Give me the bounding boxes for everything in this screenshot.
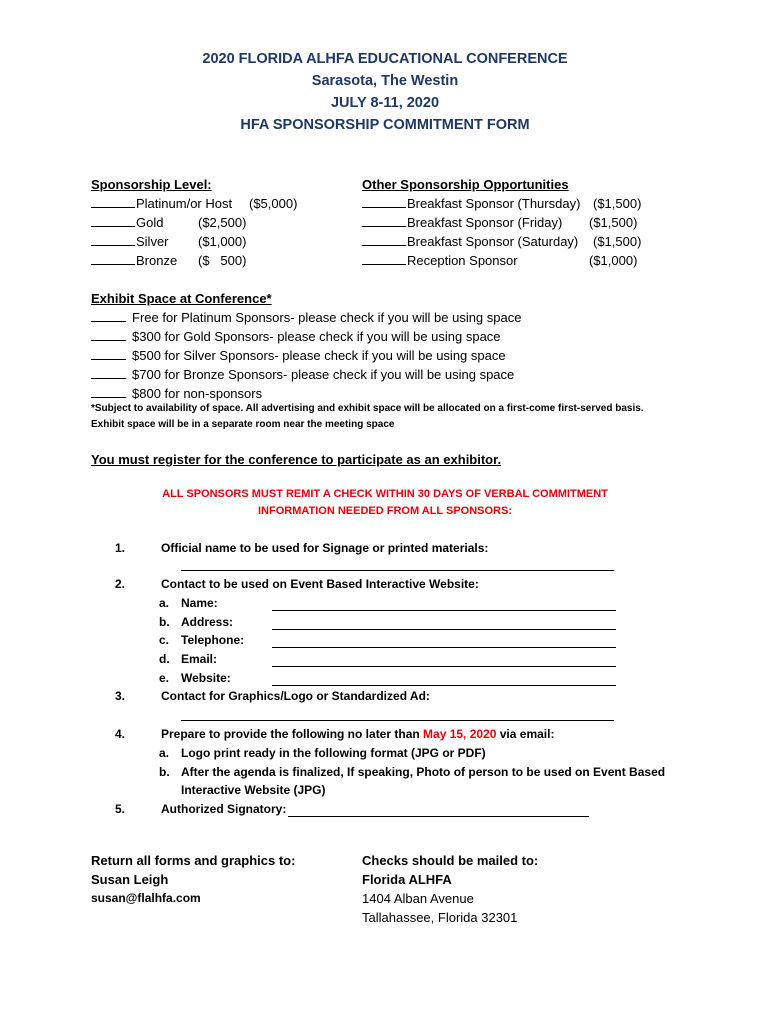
item-number: 1. (115, 541, 126, 555)
address-label: Address: (181, 615, 234, 629)
exhibit-option-non-sponsor[interactable]: $800 for non-sponsors (91, 384, 521, 403)
other-option-breakfast-friday[interactable]: Breakfast Sponsor (Friday) ($1,500) (362, 213, 580, 232)
email-field[interactable] (272, 666, 616, 667)
contact-website-label: Contact to be used on Event Based Interactive Website: (161, 577, 479, 591)
exhibit-option-bronze[interactable]: $700 for Bronze Sponsors- please check if you will be using space (91, 365, 521, 384)
telephone-label: Telephone: (181, 633, 245, 647)
sub-letter: a. (159, 596, 170, 610)
other-sponsorship-heading: Other Sponsorship Opportunities (362, 177, 569, 192)
checkbox-line[interactable] (362, 252, 406, 265)
sub-letter: b. (159, 615, 170, 629)
checkbox-line[interactable] (91, 366, 126, 379)
sub-letter: a. (159, 746, 170, 760)
item-number: 2. (115, 577, 126, 591)
return-heading: Return all forms and graphics to: (91, 853, 296, 868)
other-option-breakfast-thursday[interactable]: Breakfast Sponsor (Thursday) ($1,500) (362, 194, 580, 213)
sponsorship-level-section (91, 175, 298, 270)
website-label: Website: (181, 671, 231, 685)
conference-venue: Sarasota, The Westin (311, 73, 459, 89)
graphics-contact-label: Contact for Graphics/Logo or Standardized Ad: (161, 689, 430, 703)
return-email[interactable]: susan@flalhfa.com (91, 891, 201, 905)
authorized-signatory-label: Authorized Signatory: (161, 802, 287, 816)
checkbox-line[interactable] (91, 214, 135, 227)
checks-org: Florida ALHFA (362, 872, 452, 887)
other-sponsorship-section (362, 175, 642, 270)
exhibit-note-room: Exhibit space will be in a separate room near the meeting space (91, 419, 395, 430)
remit-notice: ALL SPONSORS MUST REMIT A CHECK WITHIN 30 DAYS OF VERBAL COMMITMENT (162, 488, 608, 500)
exhibit-section (91, 289, 521, 403)
speaker-photo-requirement-cont: Interactive Website (JPG) (181, 783, 326, 797)
deadline-date: May 15, 2020 (423, 727, 497, 741)
exhibit-option-platinum[interactable]: Free for Platinum Sponsors- please check if you will be using space (91, 308, 521, 327)
sub-letter: b. (159, 765, 170, 779)
checkbox-line[interactable] (362, 195, 406, 208)
prepare-instructions: Prepare to provide the following no later than May 15, 2020 via email: (161, 727, 555, 741)
graphics-contact-field[interactable] (181, 720, 614, 721)
sponsorship-option-silver[interactable]: Silver ($1,000) (91, 232, 232, 251)
register-notice: You must register for the conference to participate as an exhibitor. (91, 452, 502, 467)
form-title: HFA SPONSORSHIP COMMITMENT FORM (240, 117, 530, 133)
form-header (0, 48, 770, 136)
checkbox-line[interactable] (91, 385, 126, 398)
other-option-breakfast-saturday[interactable]: Breakfast Sponsor (Saturday) ($1,500) (362, 232, 580, 251)
checkbox-line[interactable] (91, 328, 126, 341)
checkbox-line[interactable] (91, 309, 126, 322)
speaker-photo-requirement: After the agenda is finalized, If speaking, Photo of person to be used on Event Based (181, 765, 666, 779)
checkbox-line[interactable] (91, 347, 126, 360)
sponsorship-option-platinum[interactable]: Platinum/or Host ($5,000) (91, 194, 232, 213)
checks-heading: Checks should be mailed to: (362, 853, 539, 868)
name-field[interactable] (272, 610, 616, 611)
checkbox-line[interactable] (91, 195, 135, 208)
checkbox-line[interactable] (91, 252, 135, 265)
address-field[interactable] (272, 629, 616, 630)
item-number: 4. (115, 727, 126, 741)
checkbox-line[interactable] (91, 233, 135, 246)
authorized-signatory-field[interactable] (288, 816, 589, 817)
telephone-field[interactable] (272, 647, 616, 648)
name-label: Name: (181, 596, 218, 610)
exhibit-option-gold[interactable]: $300 for Gold Sponsors- please check if you will be using space (91, 327, 521, 346)
exhibit-note-availability: *Subject to availability of space. All advertising and exhibit space will be allocated on a first-come first-served basis. (91, 403, 644, 414)
item-number: 3. (115, 689, 126, 703)
conference-dates: JULY 8-11, 2020 (330, 95, 440, 111)
website-field[interactable] (272, 685, 616, 686)
conference-title: 2020 FLORIDA ALHFA EDUCATIONAL CONFERENCE (202, 51, 568, 67)
sub-letter: c. (159, 633, 170, 647)
sub-letter: e. (159, 671, 170, 685)
other-option-reception[interactable]: Reception Sponsor ($1,000) (362, 251, 580, 270)
item-number: 5. (115, 802, 126, 816)
sponsorship-option-bronze[interactable]: Bronze ($ 500) (91, 251, 232, 270)
logo-format-requirement: Logo print ready in the following format (JPG or PDF) (181, 746, 486, 760)
checkbox-line[interactable] (362, 214, 406, 227)
sponsorship-option-gold[interactable]: Gold ($2,500) (91, 213, 232, 232)
checks-address-line2: Tallahassee, Florida 32301 (362, 910, 518, 925)
email-label: Email: (181, 652, 218, 666)
exhibit-heading: Exhibit Space at Conference* (91, 291, 272, 306)
info-needed-notice: INFORMATION NEEDED FROM ALL SPONSORS: (257, 505, 513, 517)
checks-address-line1: 1404 Alban Avenue (362, 891, 474, 906)
official-name-field[interactable] (181, 570, 614, 571)
checkbox-line[interactable] (362, 233, 406, 246)
official-name-label: Official name to be used for Signage or printed materials: (161, 541, 489, 555)
sponsorship-level-heading: Sponsorship Level: (91, 177, 212, 192)
sub-letter: d. (159, 652, 170, 666)
exhibit-option-silver[interactable]: $500 for Silver Sponsors- please check if you will be using space (91, 346, 521, 365)
return-name: Susan Leigh (91, 872, 169, 887)
